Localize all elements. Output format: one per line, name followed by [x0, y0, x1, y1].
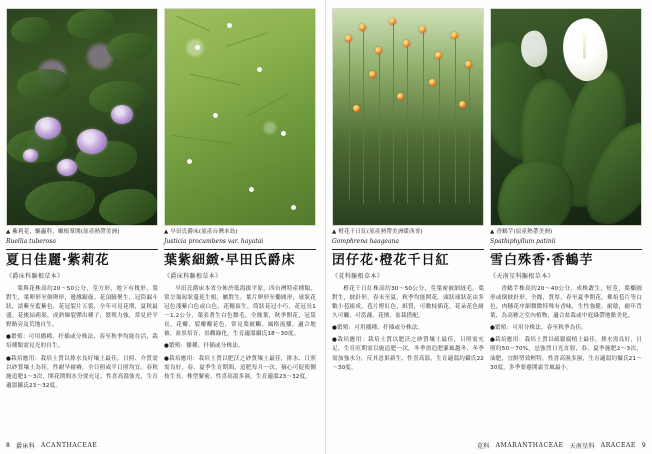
- page-number: 8: [6, 442, 11, 449]
- left-columns: [6, 8, 319, 454]
- footer-family-zh: 爵床科: [16, 443, 36, 450]
- body-text: [6, 285, 158, 454]
- family-line: 《天南星科驅根草本》: [490, 273, 555, 281]
- paragraph: ●繁殖：可用播種、扦插或分株法。: [332, 325, 424, 332]
- right-columns: [332, 8, 646, 454]
- page-footer-right: [332, 441, 646, 450]
- paragraph: 早田氏爵床本省分佈於低海拔平原，四台灣特產種類，常呈匍匐狀蔓延生根，屬對生，葉片卵形至橢圓形，球狀花冠色淺紫白色或白色，花穗頂生，筒狀花冠小巧，花冠長1～1.2公分，葉表著生白色微毛，全緣葉，秋季開花，冠筒長，花瓣、裂瓣瓣花色，常見葉被觸、風格流播，適合地被、盆景培育、景觀綠化，生育適溫攝氏18～30度。: [164, 286, 316, 338]
- species-title: 夏日佳麗‧紫莉花: [6, 253, 110, 269]
- paragraph: 葉與花株高約20～50公分，莖方形，地下有稜形，葉對生，葉卵形至倒卵形，邊緣鋸齒。花頂腋聚生，冠筒漏斗狀，淡紫至藍紫色，花冠裂片五裂，全年可見花期，夏秋最盛。花後結蒴果，成熟爆裂彈出種子，繁殖力強，常見於平野路旁及荒地自生。: [6, 286, 158, 329]
- paragraph: ●繁殖：可用分株法，春至秋季為佳。: [490, 325, 587, 332]
- entry-ruellia-tuberosa: [6, 8, 158, 454]
- family-line: 《爵床科驅根草本》: [164, 273, 222, 281]
- footer-family-latin-2: ARACEAE: [600, 442, 636, 449]
- family-line: 《莧科驅根草本》: [332, 273, 384, 281]
- paragraph: 橙花千日紅株高約30～50公分，莖葉密被細絨毛，葉對生，披針形，春末至夏、秋季均能開花，頭狀球狀花由多數小苞組成，苞片橙紅色，紙質，可數枝插花，花朵花色耐久可曬，可當蔬、花壇、盆栽搭配。: [332, 286, 484, 320]
- footer-family-zh-2: 天南星科: [569, 443, 595, 450]
- divider: [6, 249, 158, 250]
- photo-spathiphyllum-patinii: [490, 8, 642, 226]
- caption-latin-name: Ruellia tuberosa: [6, 238, 56, 246]
- caption-latin-name: Spathiphyllum patinii: [490, 238, 556, 246]
- body-text: [164, 285, 316, 454]
- divider: [332, 249, 484, 250]
- paragraph: ●栽培應用：栽培土質以疏鬆腐植土最佳，排水需良好，日照約50～70%，忌強烈日光直射，春、夏季施肥2～3次，油肥，宜鮮塑效輕特，性喜高濕多濕，生育適溫約攝氏21～30度，多季要避開霜雪風最小。: [490, 337, 642, 371]
- paragraph: ●栽培應用：栽培土質以肥沃之砂質壤土最佳，排水、日照需良好，春、夏季生育期間，追肥每月一次，摘心可促使側枝生長、株型緊密，性喜高溫多濕，生育適溫23～32度。: [164, 355, 316, 380]
- entry-justicia-procumbens: [164, 8, 316, 454]
- caption-latin-name: Justicia procumbens var. hayatai: [164, 238, 264, 246]
- paragraph: ●繁殖：可用播種、扦插或分株法，春至秋季均能存活，栽培種類需見光的自生。: [6, 334, 158, 350]
- photo-caption: ▲ 香鶴芋(原產熱帶美洲) Spathiphyllum patinii: [490, 228, 642, 246]
- footer-family-latin: ACANTHACEAE: [41, 442, 98, 449]
- page-footer-left: [6, 441, 319, 450]
- paragraph: ●繁殖：播種、扦插或分株法。: [164, 343, 244, 350]
- photo-justicia-procumbens: [164, 8, 316, 226]
- photo-gomphrena-haageana: [332, 8, 484, 226]
- body-text: [332, 285, 484, 454]
- footer-family-zh-1: 莧科: [477, 443, 490, 450]
- page-number: 9: [641, 442, 646, 449]
- paragraph: ●栽培應用：栽培土質以排水良好壤土最佳，日照、介質需以砂質壤土為佳，性耐旱耐瘠，全日照或半日照均宜。春秋施追肥1～3次，開花期間水分要充足，性喜高溫強光，生育適溫攝氏23～32度。: [6, 355, 158, 389]
- species-title: 葉紫細緻‧早田氏爵床: [164, 253, 296, 269]
- photo-caption: ▲ 紫莉花，驅蟲科，嫩根羣開(原產熱帶美洲) Ruellia tuberosa: [6, 228, 158, 246]
- species-title: 囝仔花‧橙花千日紅: [332, 253, 450, 269]
- caption-latin-name: Gomphrena haageana: [332, 238, 399, 246]
- divider: [164, 249, 316, 250]
- photo-caption: ▲ 橙花千日紅(原產熱帶美洲暖西哥) Gomphrena haageana: [332, 228, 484, 246]
- body-text: [490, 285, 642, 454]
- footer-family-latin-1: AMARANTHACEAE: [495, 442, 564, 449]
- paragraph: ●栽培應用：栽培土質以肥沃之砂質壤土最佳，日照需充足，生育旺期需以施追肥一次，冬季需追肥灌風越冬，冬季需加強水分，反其意果新生、性喜高溫，生育適溫約攝氏22～30度。: [332, 337, 484, 371]
- entry-spathiphyllum-patinii: [490, 8, 642, 454]
- divider: [490, 249, 642, 250]
- family-line: 《爵床科驅根草本》: [6, 273, 64, 281]
- photo-caption: ▲ 早田氏爵床(原產台灣本島) Justicia procumbens var. hayatai: [164, 228, 316, 246]
- paragraph: 香鶴芋株高約20～40公分，成株叢生，短莖，葉橢圓形或倒披針形，全緣，質厚，春至夏季開花，佛焰苞片等白色，肉穗花序細微微特殊有香味，生性強健，耐陰，耐年背葉，為高雅之室內植物，適合盆栽或中庭綠帶地點美化。: [490, 286, 642, 320]
- page-right: [326, 0, 652, 454]
- photo-ruellia-tuberosa: [6, 8, 158, 226]
- entry-gomphrena-haageana: [332, 8, 484, 454]
- species-title: 雪白殊香‧香鶴芋: [490, 253, 594, 269]
